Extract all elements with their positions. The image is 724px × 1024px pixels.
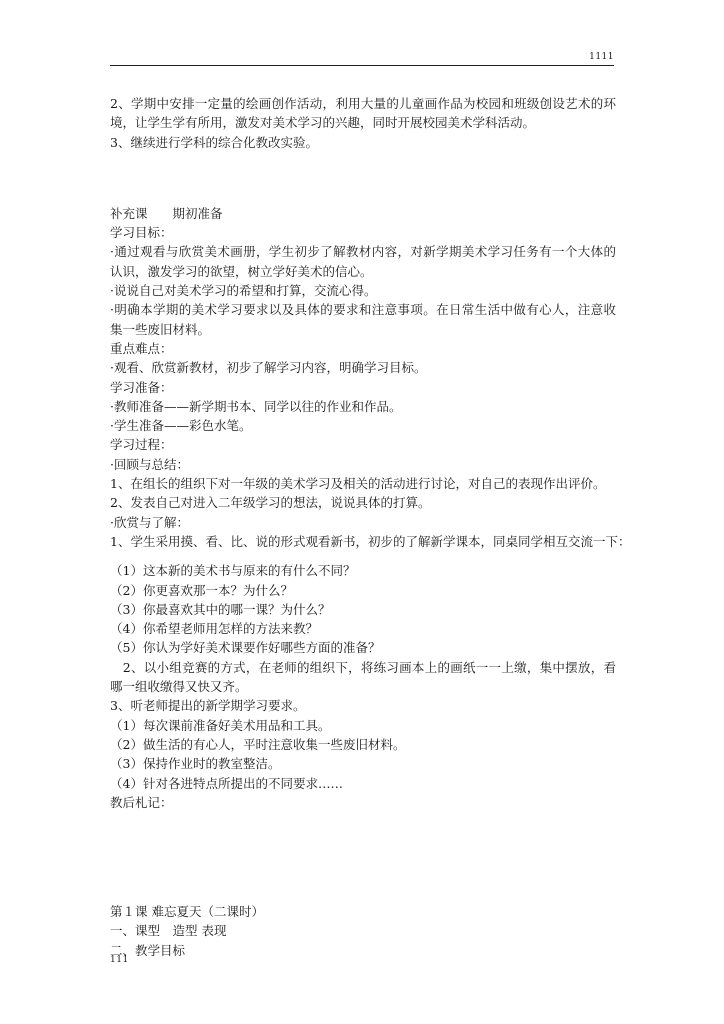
intro-p2-line1: 2、学期中安排一定量的绘画创作活动，利用大量的儿童画作品为校园和班级创设艺术的环 [110,96,616,111]
prep1: ·教师准备——新学期书本、同学以往的作业和作品。 [110,398,402,414]
step2-line2: 哪一组收缴得又快又齐。 [110,679,248,695]
key1: ·观看、欣赏新教材，初步了解学习内容，明确学习目标。 [110,360,427,376]
goal3-line1: ·明确本学期的美术学习要求以及具体的要求和注意事项。在日常生活中做有心人，注意收 [110,302,616,318]
requirement-4: （4）针对各进特点所提出的不同要求…… [110,775,343,791]
lesson-b-item2: 二、教学目标 [110,942,186,958]
enjoy-heading: ·欣赏与了解： [110,514,189,530]
lesson-b-item1: 一、课型 造型 表现 [110,923,227,939]
prep-heading: 学习准备： [110,379,173,395]
requirement-1: （1）每次课前准备好美术用品和工具。 [110,717,331,733]
review-heading: ·回顾与总结： [110,456,189,472]
question-2: （2）你更喜欢那一本？为什么？ [110,582,293,598]
spacer [110,551,616,561]
question-4: （4）你希望老师用怎样的方法来教？ [110,621,318,637]
spacer [110,152,616,204]
goal2: ·说说自己对美术学习的希望和打算，交流心得。 [110,283,377,299]
notes-heading: 教后札记： [110,794,173,810]
step2-line1: 2、以小组竞赛的方式，在老师的组织下，将练习画本上的画纸一一上缴，集中摆放，看 [110,659,616,675]
process-heading: 学习过程： [110,437,173,453]
document-body [110,94,631,960]
step3: 3、听老师提出的新学期学习要求。 [110,698,306,714]
requirement-2: （2）做生活的有心人，平时注意收集一些废旧材料。 [110,736,406,752]
spacer [110,864,616,902]
goal1-line2: 认识，激发学习的欲望，树立学好美术的信心。 [110,263,373,279]
requirement-3: （3）保持作业时的教室整洁。 [110,756,281,772]
lesson-b-title: 第１课 难忘夏天（二课时） [110,904,264,920]
goal3-line2: 集一些废旧材料。 [110,321,211,337]
question-3: （3）你最喜欢其中的哪一课？为什么？ [110,601,331,617]
prep2: ·学生准备——彩色水笔。 [110,418,252,434]
review1: 1、在组长的组织下对一年级的美术学习及相关的活动进行讨论，对自己的表现作出评价。 [110,476,606,492]
key-heading: 重点难点： [110,340,173,356]
intro-p3: 3、继续进行学科的综合化教改实验。 [110,134,318,150]
lesson-a-title: 补充课 期初准备 [110,205,223,221]
spacer [110,812,616,864]
goals-heading: 学习目标： [110,225,173,241]
question-5: （5）你认为学好美术课要作好哪些方面的准备？ [110,640,381,656]
question-1: （1）这本新的美术书与原来的有什么不同？ [110,563,356,579]
review2: 2、发表自己对进入二年级学习的想法，说说具体的打算。 [110,495,431,511]
enjoy1: 1、学生采用摸、看、比、说的形式观看新书，初步的了解新学课本，同桌同学相互交流一下： [110,533,631,549]
header-page-number: 1111 [589,52,614,62]
goal1-line1: ·通过观看与欣赏美术画册，学生初步了解教材内容，对新学期美术学习任务有一个大体的 [110,244,616,260]
footer-page-number: 111 [110,955,129,965]
intro-p2-line2: 境，让学生学有所用，激发对美术学习的兴趣，同时开展校园美术学科活动。 [110,115,536,131]
header-rule [110,65,614,66]
